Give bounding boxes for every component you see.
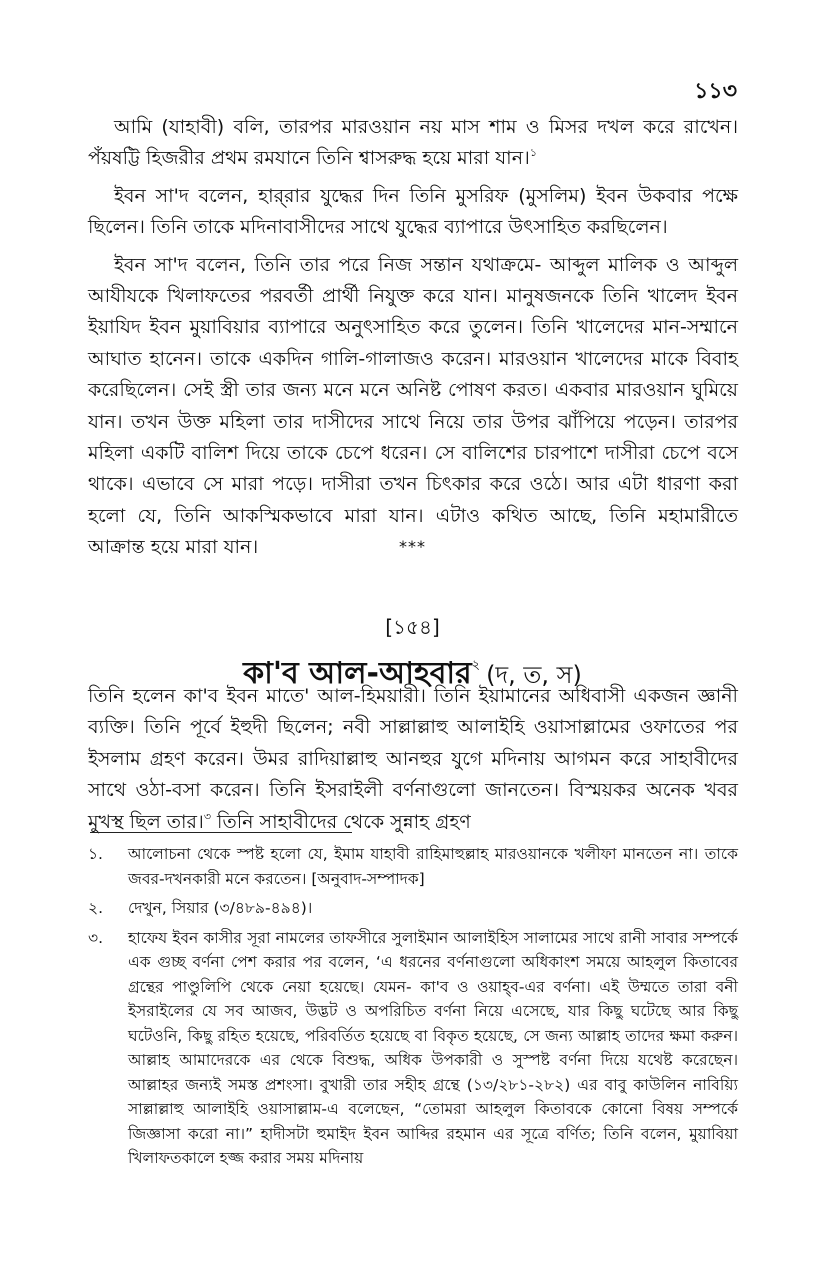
entry-text-block [88, 681, 738, 844]
footnote-divider [90, 832, 352, 833]
paragraph [88, 250, 738, 564]
entry-title: কা'ব আল-আহবার [243, 656, 472, 691]
paragraph [88, 112, 738, 175]
footnote-number: ২. [88, 899, 104, 917]
paragraph [88, 681, 738, 838]
footnote [88, 926, 738, 1171]
footnote [88, 842, 738, 891]
paragraph-text: তিনি সাহাবীদের থেকে সুন্নাহ গ্রহণ [210, 810, 471, 833]
paragraph-text: ইবন সা'দ বলেন, তিনি তার পরে নিজ সন্তান যথাক্রমে- আব্দুল মালিক ও আব্দুল আযীযকে খিলাফতের পরবর্তী প্রার্থী নিযুক্ত করে যান। মানুষজনকে তিনি খালেদ ইবন ইয়াযিদ ইবন মুয়াবিয়ার ব্যাপারে অনুৎসাহিত করে তুলেন। তিনি খালেদের মান-সম্মানে আঘাত হানেন। তাকে একদিন গালি-গালাজও করেন। মারওয়ান খালেদের মাকে বিবাহ করেছিলেন। সেই স্ত্রী তার জন্য মনে মনে অনিষ্ট পোষণ করত। একবার মারওয়ান ঘুমিয়ে যান। তখন উক্ত মহিলা তার দাসীদের সাথে নিয়ে তার উপর ঝাঁপিয়ে পড়েন। তারপর মহিলা একটি বালিশ দিয়ে তাকে চেপে ধরেন। সে বালিশের চারপাশে দাসীরা চেপে বসে থাকে। এভাবে সে মারা পড়ে। দাসীরা তখন চিৎকার করে ওঠে। আর এটা ধারণা করা হলো যে, তিনি আকস্মিকভাবে মারা যান। এটাও কথিত আছে, তিনি মহামারীতে আক্রান্ত হয়ে মারা যান। [88, 253, 738, 559]
entry-sources: (দ, ত, স) [486, 661, 582, 689]
paragraph-text: তিনি হলেন কা'ব ইবন মাতে' আল-হিময়ারী। তিনি ইয়ামানের অধিবাসী একজন জ্ঞানী ব্যক্তি। তিনি পূর্বে ইহুদী ছিলেন; নবী সাল্লাল্লাহু আলাইহি ওয়াসাল্লামের ওফাতের পর ইসলাম গ্রহণ করেন। উমর রাদিয়াল্লাহু আনহুর যুগে মদিনায় আগমন করে সাহাবীদের সাথে ওঠা-বসা করেন। তিনি ইসরাইলী বর্ণনাগুলো জানতেন। বিস্ময়কর অনেক খবর মুখস্থ ছিল তার। [88, 685, 738, 833]
footnote-number: ১. [88, 845, 103, 863]
footnote-text: হাফেয ইবন কাসীর সূরা নামলের তাফসীরে সুলাইমান আলাইহিস সালামের সাথে রানী সাবার সম্পর্কে এক গুচ্ছ বর্ণনা পেশ করার পর বলেন, ‘এ ধরনের বর্ণনাগুলো অধিকাংশ সময়ে আহলুল কিতাবের গ্রন্থের পাণ্ডুলিপি থেকে নেয়া হয়েছে। যেমন- কা'ব ও ওয়াহ্‌ব-এর বর্ণনা। এই উম্মতে তারা বনী ইসরাইলের যে সব আজব, উদ্ভট ও অপরিচিত বর্ণনা নিয়ে এসেছে, যার কিছু ঘটেছে আর কিছু ঘটেওনি, কিছু রহিত হয়েছে, পরিবর্তিত হয়েছে বা বিকৃত হয়েছে, সে জন্য আল্লাহ তাদের ক্ষমা করুন। আল্লাহ আমাদেরকে এর থেকে বিশুদ্ধ, অধিক উপকারী ও সুস্পষ্ট বর্ণনা দিয়ে যথেষ্ট করেছেন। আল্লাহর জন্যই সমস্ত প্রশংসা। বুখারী তার সহীহ গ্রন্থে (১৩/২৮১-২৮২) এর বাবু কাউলিন নাবিয়্যি সাল্লাল্লাহু আলাইহি ওয়াসাল্লাম-এ বলেছেন, “তোমরা আহলুল কিতাবকে কোনো বিষয় সম্পর্কে জিজ্ঞাসা করো না।” হাদীসটা হুমাইদ ইবন আব্দির রহমান এর সূত্রে বর্ণিত; তিনি বলেন, মুয়াবিয়া খিলাফতকালে হজ্জ করার সময় মদিনায় [128, 928, 738, 1167]
entry-number: [১৫৪] [385, 615, 440, 639]
footnote-ref[interactable]: ১ [529, 146, 537, 160]
footnote [88, 896, 738, 921]
paragraph [88, 181, 738, 244]
footnote-ref[interactable]: ৩ [203, 809, 211, 823]
section-separator: *** [399, 537, 426, 556]
footnote-ref[interactable]: ২ [471, 658, 481, 673]
paragraph-text: ইবন সা'দ বলেন, হার্‌রার যুদ্ধের দিন তিনি মুসরিফ (মুসলিম) ইবন উকবার পক্ষে ছিলেন। তিনি তাকে মদিনাবাসীদের সাথে যুদ্ধের ব্যাপারে উৎসাহিত করছিলেন। [88, 184, 738, 239]
footnote-text: আলোচনা থেকে স্পষ্ট হলো যে, ইমাম যাহাবী রাহিমাহুল্লাহ মারওয়ানকে খলীফা মানতেন না। তাকে জবর-দখনকারী মনে করতেন। [অনুবাদ-সম্পাদক] [128, 845, 738, 888]
main-text-block [88, 112, 738, 570]
footnote-text: দেখুন, সিয়ার (৩/৪৮৯-৪৯৪)। [128, 899, 313, 917]
footnotes [88, 842, 738, 1176]
footnote-number: ৩. [88, 928, 104, 947]
page-number: ১১৩ [694, 79, 737, 104]
paragraph-text: আমি (যাহাবী) বলি, তারপর মারওয়ান নয় মাস শাম ও মিসর দখল করে রাখেন। পঁয়ষট্টি হিজরীর প্রথম রমযানে তিনি শ্বাসরুদ্ধ হয়ে মারা যান। [88, 116, 738, 170]
